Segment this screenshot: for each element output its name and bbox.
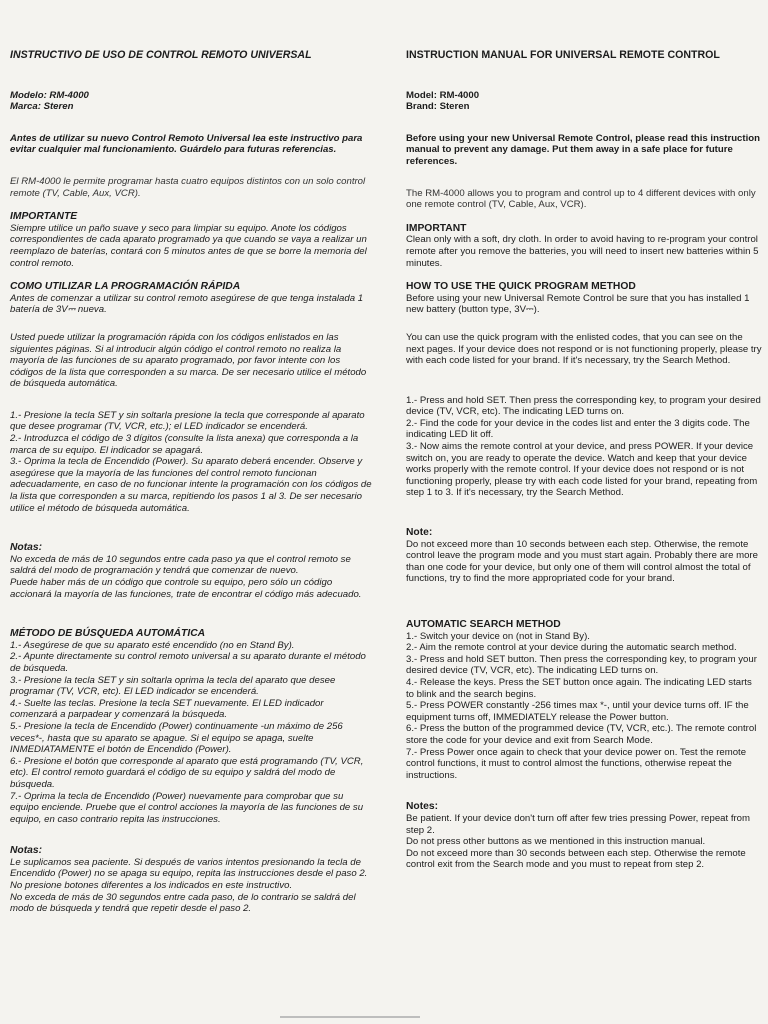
spanish-notes2-line: No presione botones diferentes a los indicados en este instructivo. [10, 880, 293, 892]
spanish-auto-steps [10, 640, 372, 826]
spanish-quick-step: 3.- Oprima la tecla de Encendido (Power). Su aparato deberá encender. Observe y asegúrese que la mayoría de las funciones del control remoto funcionan adecuadamente, en caso de no funcionar intente la programación con los códigos de la lista que corresponden a su marca, repitiendo los pasos 1 al 3. De ser necesario utilice el método de búsqueda automática. [10, 456, 372, 514]
english-auto-step: 5.- Press POWER constantly -256 times max *-, until your device turns off. IF the equipment turns off, IMMEDIATELY release the Power button. [406, 700, 749, 723]
english-title: INSTRUCTION MANUAL FOR UNIVERSAL REMOTE CONTROL [406, 49, 720, 61]
english-important-text: Clean only with a soft, dry cloth. In order to avoid having to re-program your control remote after you remove the batteries, you will need to insert new batteries within 5 minutes. [406, 234, 759, 269]
english-auto-step: 3.- Press and hold SET button. Then press the corresponding key, to program your desired device (TV, VCR, etc). The indicating LED turns on. [406, 653, 757, 677]
spanish-model-block [10, 90, 372, 113]
spanish-quick-text: Antes de comenzar a utilizar su control remoto asegúrese de que tenga instalada 1 batería de 3V⎓ nueva. [10, 292, 364, 316]
english-intro: The RM-4000 allows you to program and control up to 4 different devices with only one remote control (TV, Cable, Aux, VCR). [406, 187, 756, 211]
scan-edge-mark [280, 1016, 420, 1018]
spanish-quick-steps [10, 410, 372, 514]
english-model: Model: RM-4000 [406, 89, 480, 101]
spanish-notes1-heading: Notas: [10, 542, 43, 554]
english-auto-step: 2.- Aim the remote control at your device during the automatic search method. [406, 642, 737, 654]
spanish-model: Modelo: RM-4000 [10, 89, 89, 101]
english-quick-heading: HOW TO USE THE QUICK PROGRAM METHOD [406, 281, 636, 293]
spanish-auto-heading: MÉTODO DE BÚSQUEDA AUTOMÁTICA [10, 628, 206, 640]
english-notes-line: Be patient. If your device don't turn off after few tries pressing Power, repeat from step 2. [406, 812, 751, 836]
spanish-auto-step: 3.- Presione la tecla SET y sin soltarla oprima la tecla del aparato que desee programar (TV, VCR, etc). El LED indicador se encenderá. [10, 674, 336, 698]
english-auto-step: 7.- Press Power once again to check that your device power on. Test the remote control functions, it must to control almost the functions, otherwise repeat the instructions. [406, 746, 747, 781]
spanish-quick-step: 1.- Presione la tecla SET y sin soltarla presione la tecla que corresponde al aparato que desee programar (TV, VCR, etc.); el LED indicador se encenderá. [10, 409, 365, 433]
spanish-auto-step: 1.- Asegúrese de que su aparato esté encendido (no en Stand By). [10, 639, 295, 651]
spanish-quick-step: 2.- Introduzca el código de 3 dígitos (consulte la lista anexa) que corresponda a la marca de su equipo. El indicador se apagará. [10, 433, 359, 456]
spanish-auto-step: 6.- Presione el botón que corresponde al aparato que está programando (TV, VCR, etc). El control remoto guardará el código de su equipo y saldrá del modo de búsqueda. [10, 755, 364, 790]
english-important-heading: IMPORTANT [406, 222, 467, 234]
spanish-important-heading: IMPORTANTE [10, 211, 78, 223]
spanish-title: INSTRUCTIVO DE USO DE CONTROL REMOTO UNIVERSAL [10, 49, 312, 61]
spanish-intro: El RM-4000 le permite programar hasta cuatro equipos distintos con un solo control remote (TV, Cable, Aux, VCR). [10, 175, 366, 199]
spanish-notes2-line: Le suplicamos sea paciente. Si después de varios intentos presionando la tecla de Encendido (Power) no se apaga su equipo, repita las instrucciones desde el paso 2. [10, 856, 368, 880]
spanish-auto-step: 7.- Oprima la tecla de Encendido (Power) nuevamente para comprobar que su equipo enciende. Pruebe que el control acciones la mayoría de las funciones de su equipo, en caso contrario repita las instrucciones. [10, 790, 364, 825]
spanish-column [10, 50, 372, 915]
english-quick-step: 3.- Now aims the remote control at your device, and press POWER. If your device switch on, you are ready to operate the device. Watch and keep that your device works properly with the remote control. If your device does not respond or is not functioning properly, please try with each code listed for your brand, repeating from step 1 to 3. If it's necessary, try the Search Method. [406, 441, 758, 499]
english-notes-list [406, 813, 762, 871]
spanish-notes1-text2: Puede haber más de un código que controle su equipo, pero sólo un código accionará la mayoría de las funciones, trate de encontrar el código más adecuado. [10, 577, 362, 600]
spanish-notes2-line: No exceda de más de 30 segundos entre cada paso, de lo contrario se saldrá del modo de búsqueda y tendrá que repetir desde el paso 2. [10, 891, 356, 915]
english-quick-step: 1.- Press and hold SET. Then press the corresponding key, to program your desired device (TV, VCR, etc). The indicating LED turns on. [406, 394, 761, 418]
english-auto-step: 1.- Switch your device on (not in Stand By). [406, 630, 590, 642]
spanish-auto-step: 4.- Suelte las teclas. Presione la tecla SET nuevamente. El LED indicador comenzará a parpadear y comenzará la búsqueda. [10, 697, 324, 721]
english-model-block [406, 90, 762, 113]
english-auto-steps [406, 631, 762, 782]
spanish-notes1-text: No exceda de más de 10 segundos entre cada paso ya que el control remoto se saldrá del modo de programación y tendrá que comenzar de nuevo. [10, 553, 351, 577]
spanish-notes2-list [10, 857, 372, 915]
english-quick-steps [406, 395, 762, 499]
spanish-auto-step: 2.- Apunte directamente su control remoto universal a su aparato durante el método de búsqueda. [10, 651, 366, 674]
english-warning: Before using your new Universal Remote Control, please read this instruction manual to prevent any damage. Put them away in a safe place for future references. [406, 132, 760, 167]
english-column [406, 50, 762, 871]
english-auto-step: 4.- Release the keys. Press the SET button once again. The indicating LED starts to blink and the search begins. [406, 676, 752, 700]
english-notes-line: Do not exceed more than 30 seconds between each step. Otherwise the remote control exit from the Search mode and you must to repeat from step 2. [406, 847, 746, 871]
english-notes-heading: Notes: [406, 801, 439, 813]
spanish-warning: Antes de utilizar su nuevo Control Remoto Universal lea este instructivo para evitar cualquier mal funcionamiento. Guárdelo para futuras referencias. [10, 132, 363, 156]
spanish-quick-heading: COMO UTILIZAR LA PROGRAMACIÓN RÁPIDA [10, 281, 241, 293]
english-quick-step: 2.- Find the code for your device in the codes list and enter the 3 digits code. The indicating LED lit off. [406, 417, 750, 441]
spanish-brand: Marca: Steren [10, 101, 74, 113]
spanish-notes2-heading: Notas: [10, 845, 43, 857]
english-note-text: Do not exceed more than 10 seconds between each step. Otherwise, the remote control leave the program mode and you must start again. Probably there are more than one code for your device, but only one of them will control almost the total of functions, try to find the more appropriated code for your brand. [406, 538, 758, 585]
spanish-auto-step: 5.- Presione la tecla de Encendido (Power) continuamente -un máximo de 256 veces*-, hasta que su aparato se apague. Si el equipo se apaga, suelte INMEDIATAMENTE el botón de Encendido (Power). [10, 720, 343, 756]
english-auto-heading: AUTOMATIC SEARCH METHOD [406, 619, 561, 630]
spanish-important-text: Siempre utilice un paño suave y seco para limpiar su equipo. Anote los códigos correspondientes de cada aparato programado ya que cuando se vaya a realizar un reemplazo de baterías, contará con 5 minutos antes de que se borre la memoria del control remoto. [10, 222, 367, 269]
english-auto-step: 6.- Press the button of the programmed device (TV, VCR, etc.). The remote control store the code for your device and exit from Search Mode. [406, 723, 757, 746]
spanish-quick-text2: Usted puede utilizar la programación rápida con los códigos enlistados en las siguientes páginas. Si al introducir algún código el control remoto no realiza la mayoría de las funciones de su aparato programado, por favor intente con los códigos de la lista que corresponden a su marca. De ser necesario utilice el método de búsqueda automática. [10, 331, 367, 390]
english-quick-text: Before using your new Universal Remote Control be sure that you has installed 1 new battery (button type, 3V⎓). [406, 292, 750, 316]
english-brand: Brand: Steren [406, 101, 470, 113]
english-note-heading: Note: [406, 527, 433, 539]
english-quick-text2: You can use the quick program with the enlisted codes, that you can see on the next pages. If your device does not respond or is not functioning properly, please try with each code listed for your brand. If it's necessary, try the Search Method. [406, 331, 762, 367]
english-notes-line: Do not press other buttons as we mentioned in this instruction manual. [406, 836, 706, 848]
